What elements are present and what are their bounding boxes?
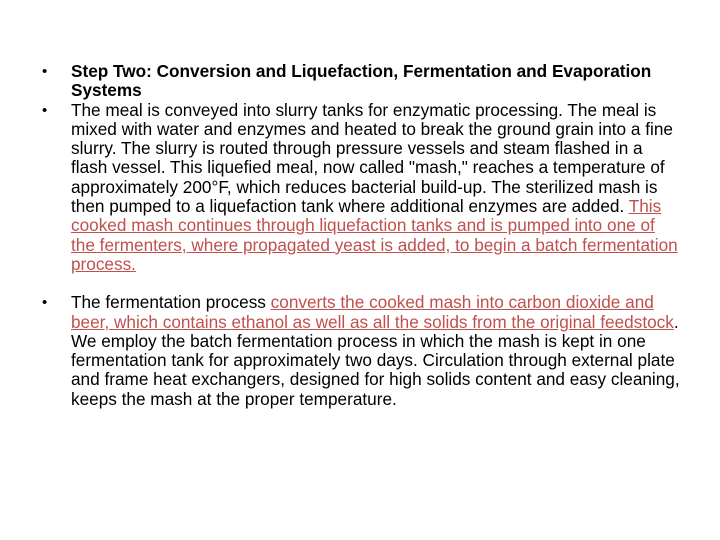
bullet-list: [42, 62, 682, 409]
bullet-dot: •: [42, 63, 48, 80]
meal-process-highlight: This cooked mash continues through liquefaction tanks and is pumped into one of the fermenters, where propagated yeast is added, to begin a batch fermentation process.: [71, 196, 678, 274]
meal-process-text: The meal is conveyed into slurry tanks for enzymatic processing. The meal is mixed with water and enzymes and heated to break the ground grain into a fine slurry. The slurry is routed through pressure vessels and steam flashed in a flash vessel. This liquefied meal, now called "mash," reaches a temperature of approximately 200°F, which reduces bacterial build-up. The sterilized mash is then pumped to a liquefaction tank where additional enzymes are added.: [71, 99, 673, 217]
fermentation-text-after: . We employ the batch fermentation process in which the mash is kept in one fermentation tank for approximately two days. Circulation through external plate and frame heat exchangers, designed for high solids content and easy cleaning, keeps the mash at the proper temperature.: [71, 311, 680, 409]
step-two-heading: Step Two: Conversion and Liquefaction, Fermentation and Evaporation Systems: [71, 61, 652, 101]
fermentation-text-before: The fermentation process: [71, 292, 271, 313]
bullet-item-meal-process: [42, 101, 682, 275]
fermentation-highlight: converts the cooked mash into carbon dioxide and beer, which contains ethanol as well as all the solids from the original feedstock: [71, 292, 674, 332]
bullet-dot: •: [42, 101, 48, 119]
bullet-dot: •: [42, 294, 48, 312]
bullet-item-fermentation: [42, 293, 682, 409]
bullet-item-step-two: [42, 62, 682, 101]
